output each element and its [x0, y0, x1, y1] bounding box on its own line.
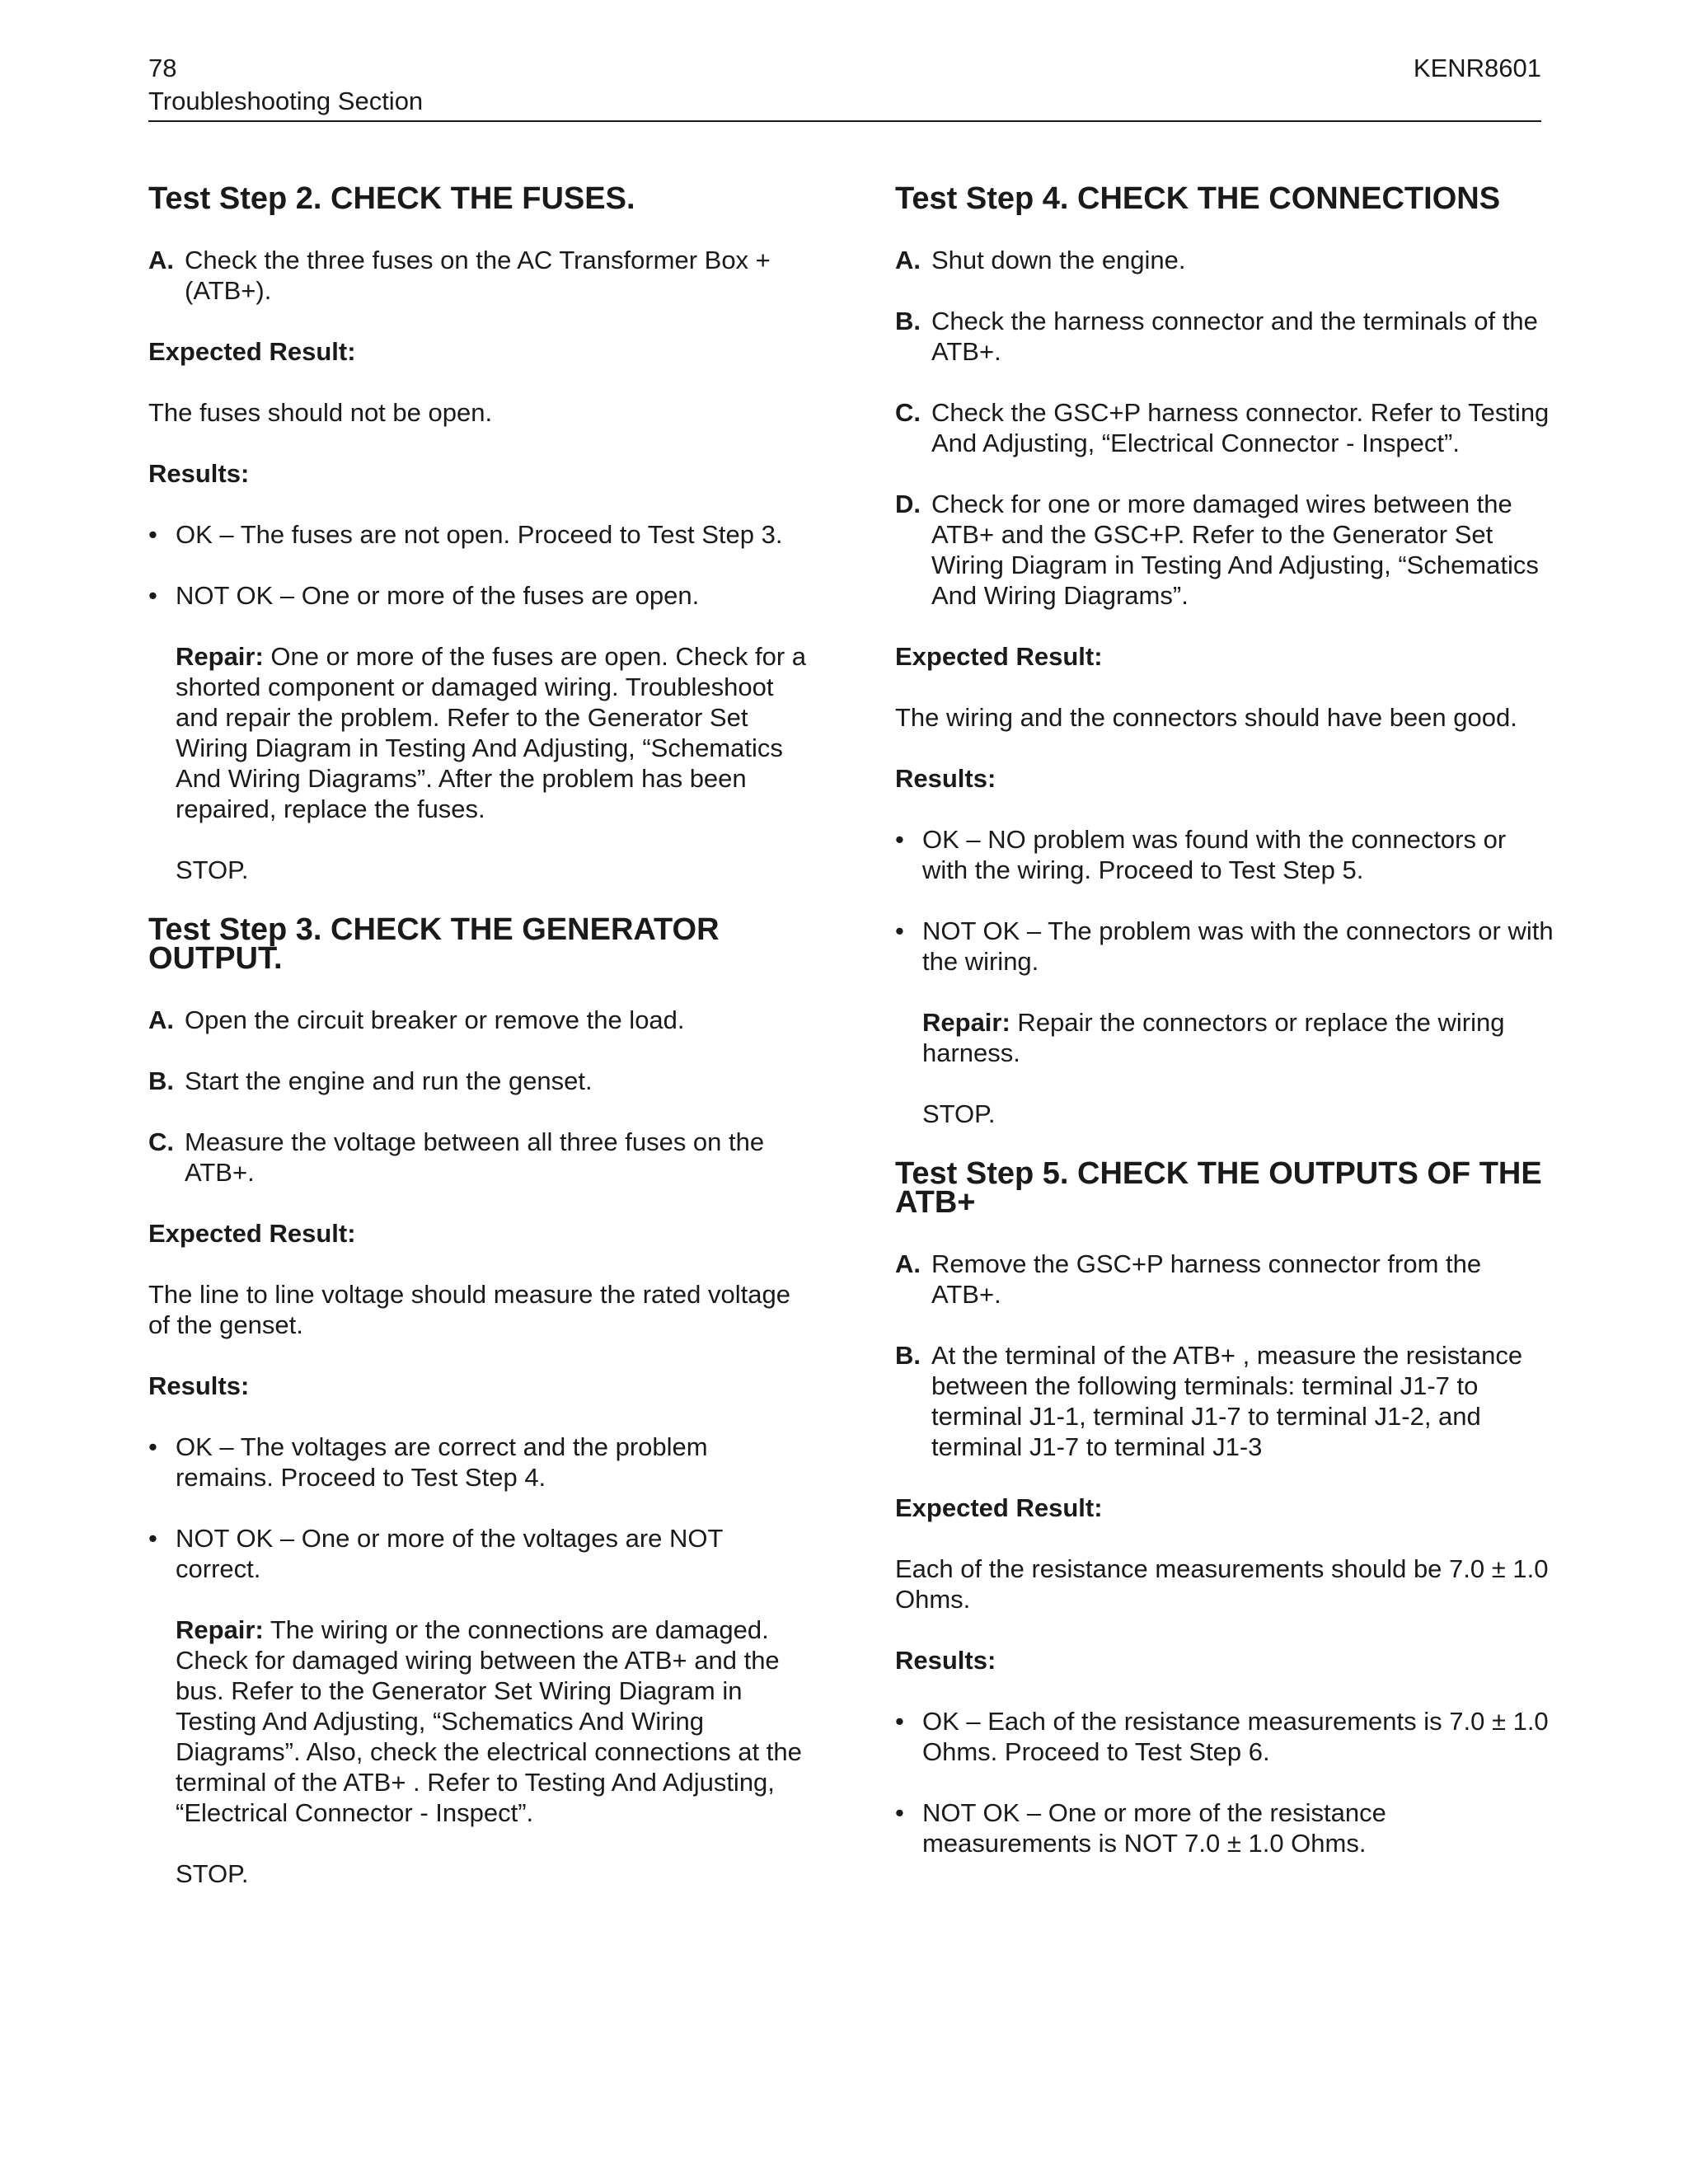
item-text: Shut down the engine. [931, 246, 1186, 274]
step4-results-label: Results: [895, 764, 996, 793]
step3-stop: STOP. [176, 1859, 249, 1888]
page-number: 78 [148, 54, 177, 82]
step5-expected-text: Each of the resistance measurements should be 7.0 ± 1.0 Ohms. [895, 1554, 1549, 1614]
item-text: Start the engine and run the genset. [185, 1066, 593, 1095]
step3-result-not-ok: • NOT OK – One or more of the voltages are NOT correct. [148, 1523, 808, 1584]
item-text: Check the three fuses on the AC Transformer Box + (ATB+). [185, 246, 771, 305]
item-key: A. [148, 1005, 174, 1034]
step2-expected-label: Expected Result: [148, 337, 356, 366]
step5-result-not-ok: • NOT OK – One or more of the resistance measurements is NOT 7.0 ± 1.0 Ohms. [895, 1797, 1554, 1858]
item-key: B. [895, 307, 921, 335]
item-key: D. [895, 490, 921, 518]
step4-item-b [895, 306, 1554, 367]
step2-result-not-ok: • NOT OK – One or more of the fuses are open. [148, 580, 808, 611]
step3-results-label: Results: [148, 1371, 250, 1400]
item-text: Check for one or more damaged wires between the ATB+ and the GSC+P. Refer to the Generator Set Wiring Diagram in Testing And Adjusting, “Schematics And Wiring Diagrams”. [931, 490, 1539, 610]
step2-results-label: Results: [148, 459, 250, 488]
repair-text: The wiring or the connections are damaged. Check for damaged wiring between the ATB+ and the bus. Refer to the Generator Set Wiring Diagram in Testing And Adjusting, “Schematics And Wiring Diagrams”. Also, check the electrical connections at the terminal of the ATB+ . Refer to Testing And Adjusting, “Electrical Connector - Inspect”. [176, 1615, 802, 1827]
item-key: B. [148, 1066, 174, 1095]
step4-item-c [895, 397, 1554, 458]
document-id: KENR8601 [1413, 54, 1541, 82]
step5-expected-label: Expected Result: [895, 1493, 1103, 1522]
repair-text: One or more of the fuses are open. Check for a shorted component or damaged wiring. Troubleshoot and repair the problem. Refer to the Generator Set Wiring Diagram in Testing And Adjusting, “Schematics And Wiring Diagrams”. After the problem has been repaired, replace the fuses. [176, 642, 807, 823]
step2-expected-text: The fuses should not be open. [148, 398, 493, 427]
step3-item-c [148, 1127, 808, 1188]
step3-heading: Test Step 3. CHECK THE GENERATOR OUTPUT. [148, 912, 720, 976]
right-column [895, 181, 1554, 1889]
step2-heading: Test Step 2. CHECK THE FUSES. [148, 181, 635, 216]
step4-result-not-ok: • NOT OK – The problem was with the connectors or with the wiring. [895, 916, 1554, 977]
repair-label: Repair: [176, 642, 264, 671]
header-rule [148, 120, 1541, 122]
step4-heading: Test Step 4. CHECK THE CONNECTIONS [895, 181, 1501, 216]
step4-expected-text: The wiring and the connectors should have been good. [895, 703, 1517, 732]
item-key: B. [895, 1341, 921, 1370]
step2-item-a [148, 245, 808, 306]
step5-result-ok: • OK – Each of the resistance measurements is 7.0 ± 1.0 Ohms. Proceed to Test Step 6. [895, 1706, 1554, 1767]
step4-item-a [895, 245, 1554, 275]
step2-stop: STOP. [176, 855, 249, 884]
step3-item-b [148, 1066, 808, 1096]
step3-result-ok: • OK – The voltages are correct and the problem remains. Proceed to Test Step 4. [148, 1432, 808, 1493]
step2-repair [148, 641, 808, 824]
left-column [148, 181, 808, 1919]
step5-item-a [895, 1249, 1554, 1310]
step3-expected-label: Expected Result: [148, 1219, 356, 1248]
item-key: A. [895, 246, 921, 274]
item-text: Measure the voltage between all three fuses on the ATB+. [185, 1127, 765, 1187]
step3-item-a [148, 1005, 808, 1035]
repair-text: Repair the connectors or replace the wiring harness. [922, 1008, 1505, 1067]
item-text: Open the circuit breaker or remove the load. [185, 1005, 685, 1034]
item-key: C. [148, 1127, 174, 1156]
item-text: Remove the GSC+P harness connector from the ATB+. [931, 1249, 1482, 1309]
step4-item-d [895, 489, 1554, 611]
section-title: Troubleshooting Section [148, 87, 424, 115]
item-key: C. [895, 398, 921, 427]
item-text: At the terminal of the ATB+ , measure the resistance between the following terminals: terminal J1-7 to terminal J1-1, terminal J1-7 to terminal J1-2, and terminal J1-7 to terminal J1-3 [931, 1341, 1523, 1461]
step4-repair [895, 1007, 1554, 1068]
item-key: A. [895, 1249, 921, 1278]
step4-stop: STOP. [922, 1099, 996, 1128]
item-text: Check the harness connector and the terminals of the ATB+. [931, 307, 1538, 366]
item-text: Check the GSC+P harness connector. Refer to Testing And Adjusting, “Electrical Connector - Inspect”. [931, 398, 1550, 457]
step3-expected-text: The line to line voltage should measure the rated voltage of the genset. [148, 1280, 790, 1339]
step4-result-ok: • OK – NO problem was found with the connectors or with the wiring. Proceed to Test Step 5. [895, 824, 1554, 885]
item-key: A. [148, 246, 174, 274]
repair-label: Repair: [176, 1615, 264, 1644]
step5-heading: Test Step 5. CHECK THE OUTPUTS OF THE ATB+ [895, 1156, 1542, 1220]
step5-results-label: Results: [895, 1646, 996, 1675]
step5-item-b [895, 1340, 1554, 1462]
step3-repair [148, 1615, 808, 1828]
step2-result-ok: • OK – The fuses are not open. Proceed to Test Step 3. [148, 519, 808, 550]
repair-label: Repair: [922, 1008, 1010, 1037]
step4-expected-label: Expected Result: [895, 642, 1103, 671]
